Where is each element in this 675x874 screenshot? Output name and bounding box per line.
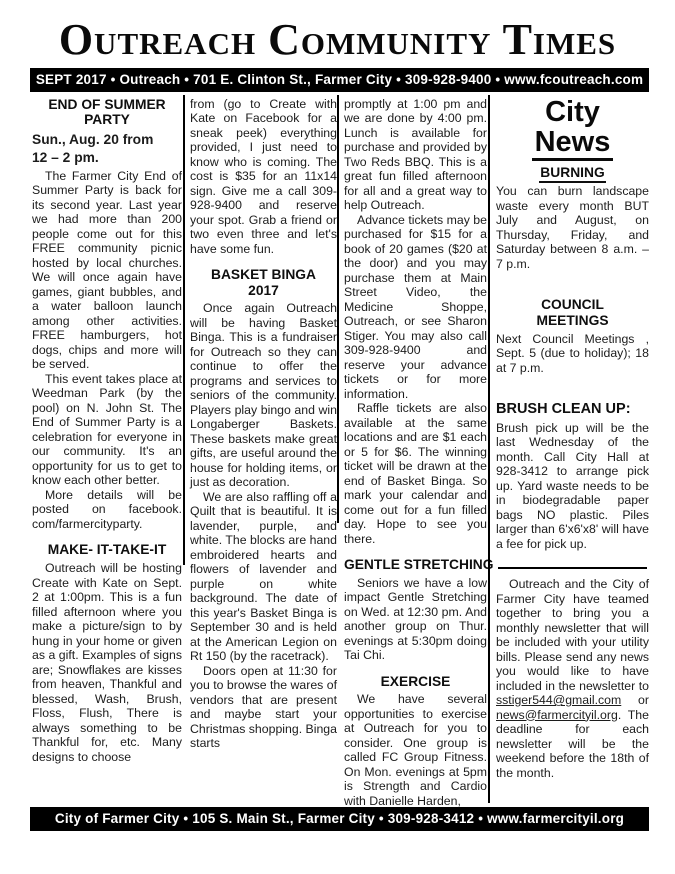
column-2 — [190, 97, 337, 751]
paragraph: The Farmer City End of Summer Party is back for its second year. Last year we had more than 200 people come out for this FREE community picnic hosted by local churches. We will once again have games, giant bubbles, and a water balloon launch among other activities. FREE hamburgers, hot dogs, chips and more will be served. — [32, 168, 182, 372]
column-divider — [183, 95, 185, 565]
paragraph: Brush pick up will be the last Wednesday of the month. Call City Hall at 928-3412 to arrange pick up. Yard waste needs to be in biodegradable paper bags NO plastic. Piles larger than 6'x6'x8' will have a fee for pick up. — [496, 420, 649, 551]
paragraph — [496, 577, 649, 780]
paragraph: We have several opportunities to exercise at Outreach for you to consider. One group is called FC Group Fitness. On Mon. evenings at 5pm is Strength and Cardio with Danielle Harden, — [344, 692, 487, 808]
heading-line: News — [532, 127, 614, 161]
header-info-bar: SEPT 2017 • Outreach • 701 E. Clinton St., Farmer City • 309-928-9400 • www.fcoutreach.com — [30, 68, 649, 92]
column-3 — [344, 96, 494, 809]
heading-line: MAKE- IT-TAKE-IT — [47, 542, 167, 558]
text-segment: . The deadline for each newsletter will be the weekend before the 18th of the month. — [496, 707, 649, 780]
text-segment: Outreach and the City of Farmer City have teamed together to bring you a monthly newsletter that will be included with your utility bills. Please send any news you would like to have included in the newsletter to — [496, 577, 649, 693]
paragraph: We are also raffling off a Quilt that is beautiful. It is lavender, purple, and white. The blocks are hand embroidered hearts and flowers of lavender and purple on white background. The date of this year's Basket Binga is September 30 and is held at the American Legion on Rt 150 (by the racetrack). — [190, 489, 337, 664]
event-date-subheading — [32, 131, 182, 167]
heading-line: 12 – 2 pm. — [32, 149, 99, 165]
heading-line: BURNING — [539, 165, 605, 183]
paragraph: Advance tickets may be purchased for $15 for a book of 20 games ($20 at the door) and you may purchase them at Main Street Video, the Medicine Shoppe, Outreach, or see Sharon Stiger. You may also call 309-928-9400 and reserve your advance tickets or for more information. — [344, 212, 487, 401]
heading-line: GENTLE STRETCHING — [344, 557, 494, 573]
heading-line: COUNCIL — [541, 297, 604, 313]
heading-line: BRUSH CLEAN UP: — [496, 401, 631, 418]
section-heading — [190, 267, 337, 298]
paragraph: Raffle tickets are also available at the same locations and are $1 each or 5 for $6. The winning ticket will be drawn at the end of Basket Binga. So mark your calendar and come out for a fun filled day. Hope to see you there. — [344, 401, 487, 546]
paragraph: Outreach will be hosting Create with Kate on Sept. 2 at 1:00pm. This is a fun filled afternoon where you make a picture/sign to by hung in your home or given as a gift. Examples of signs are; Snowflakes are kisses from heaven, Thankful and blessed, Wash, Brush, Floss, Flush, There is always something to be Thankful for, etc. Many designs to choose — [32, 561, 182, 764]
section-heading — [32, 97, 182, 128]
column-1 — [32, 97, 182, 765]
section-heading — [496, 401, 649, 418]
city-news-heading — [496, 97, 649, 162]
section-heading — [344, 674, 487, 690]
email-link[interactable]: sstiger544@gmail.com — [496, 693, 622, 708]
paragraph: You can burn landscape waste every month BUT July and August, on Thursday, Friday, and Saturday between 8 a.m. – 7 p.m. — [496, 184, 649, 271]
text-segment: or — [621, 693, 649, 708]
heading-line: PARTY — [84, 112, 130, 128]
email-link[interactable]: news@farmercityil.org — [496, 707, 618, 722]
paragraph: This event takes place at Weedman Park (by the pool) on N. John St. The End of Summer Party is a celebration for everyone in our community. It's an opportunity for us to get to know each other better. — [32, 371, 182, 488]
paragraph: from (go to Create with Kate on Facebook for a sneak peek) everything provided, I just need to know who is coming. The cost is $35 for an 11x14 sign. Give me a call 309-928-9400 and reserve your spot. Grab a friend or two even three and let's have some fun. — [190, 96, 337, 256]
section-divider-rule — [498, 567, 647, 569]
heading-line: City — [545, 95, 600, 128]
heading-line: Sun., Aug. 20 from — [32, 131, 154, 147]
section-heading — [496, 297, 649, 328]
heading-line: BASKET BINGA — [210, 267, 316, 283]
paragraph: Doors open at 11:30 for you to browse the wares of vendors that are present and maybe start your Christmas shopping. Binga starts — [190, 663, 337, 751]
article-columns — [30, 95, 649, 808]
paragraph: Seniors we have a low impact Gentle Stretching on Wed. at 12:30 pm. And another group on Thur. evenings at 5:30pm doing Tai Chi. — [344, 575, 487, 663]
footer-info-bar: City of Farmer City • 105 S. Main St., Farmer City • 309-928-3412 • www.farmercityil.org — [30, 807, 649, 831]
paragraph: promptly at 1:00 pm and we are done by 4:00 pm. Lunch is available for purchase and provided by Two Reds BBQ. This is a great fun filled afternoon for all and a great way to help Outreach. — [344, 96, 487, 213]
column-divider — [337, 95, 339, 523]
column-4-city-news — [496, 97, 649, 781]
paragraph: Next Council Meetings , Sept. 5 (due to holiday); 18 at 7 p.m. — [496, 331, 649, 375]
column-divider — [488, 95, 490, 803]
heading-line: 2017 — [248, 282, 279, 298]
heading-line: MEETINGS — [536, 312, 609, 328]
section-heading — [344, 557, 494, 573]
paragraph: Once again Outreach will be having Basket Binga. This is a fundraiser for Outreach so they can continue to offer the programs and services to seniors of the community. Players play bingo and win Longaberger Baskets. These baskets make great gifts, are useful around the house for holding items, or just as decoration. — [190, 301, 337, 490]
heading-line: END OF SUMMER — [48, 96, 166, 112]
section-heading — [496, 165, 649, 181]
heading-line: EXERCISE — [380, 673, 451, 689]
section-heading — [32, 542, 182, 558]
page-title: Outreach Community Times — [58, 15, 617, 64]
paragraph: More details will be posted on facebook. com/farmercityparty. — [32, 487, 182, 531]
